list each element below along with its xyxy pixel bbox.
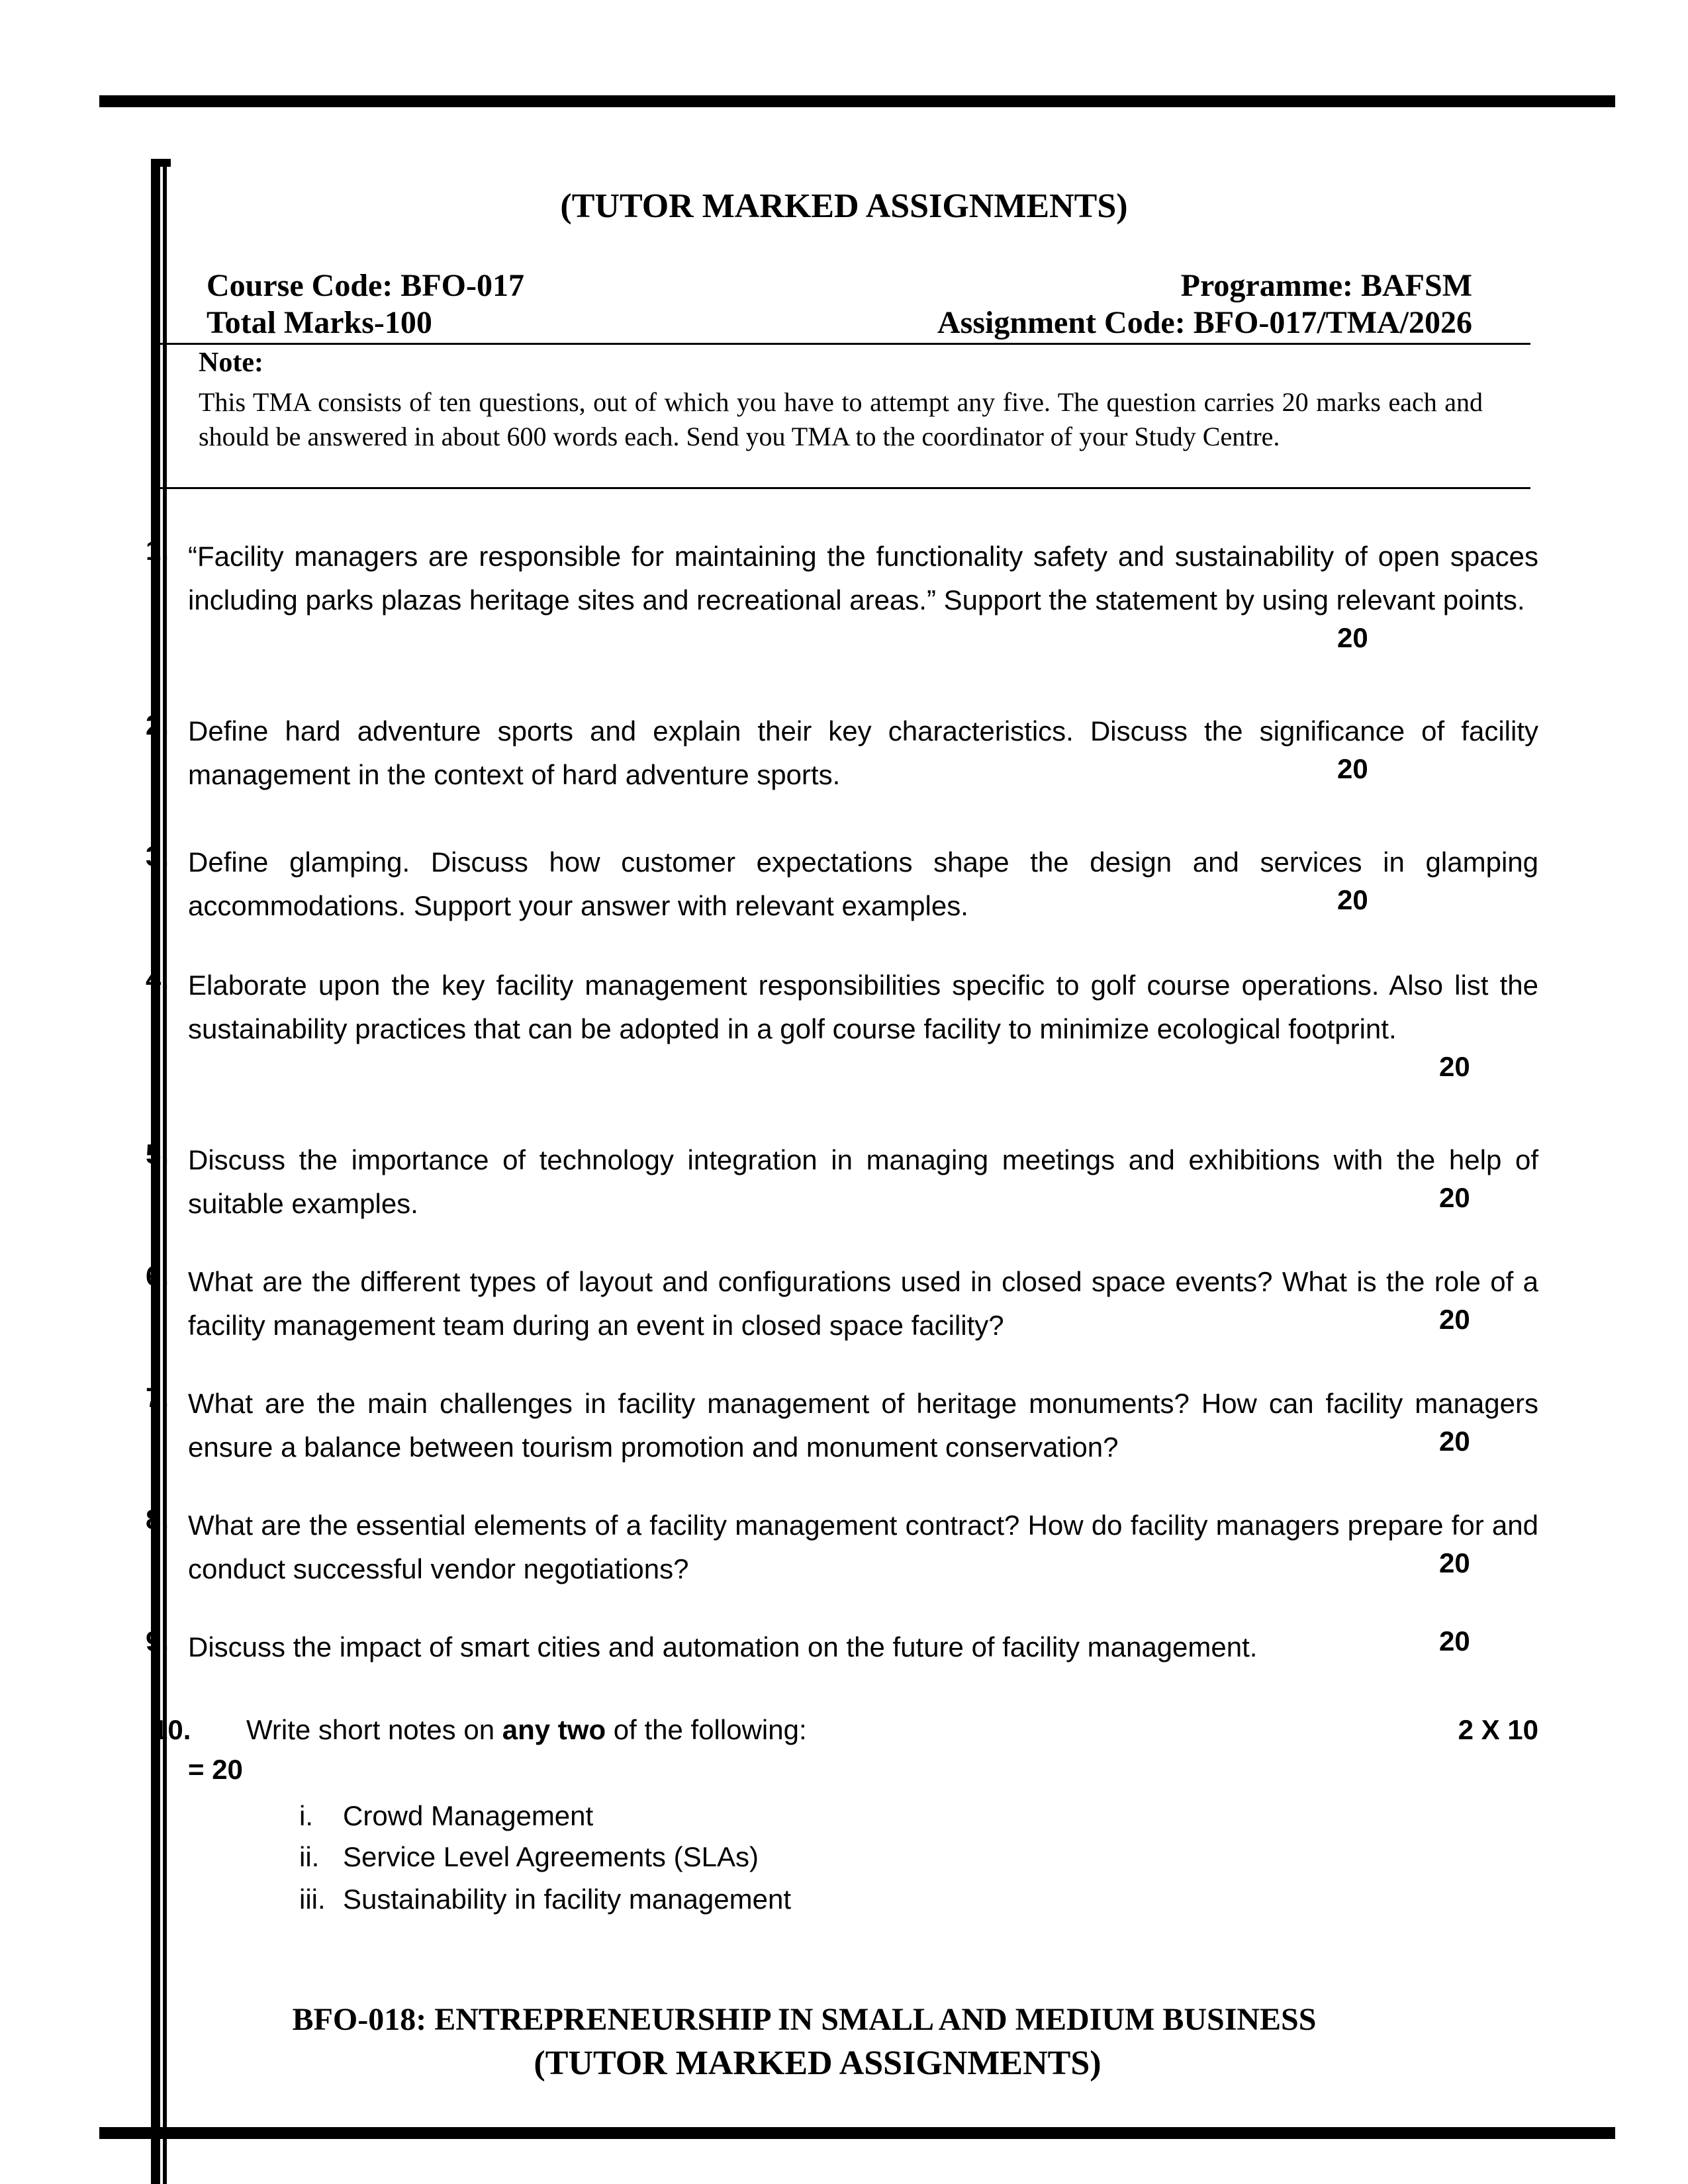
question-number: 8. — [146, 1504, 169, 1535]
sub-item-text: Crowd Management — [343, 1800, 594, 1831]
question-number: 9. — [146, 1625, 169, 1657]
note-label: Note: — [199, 347, 263, 378]
bottom-rule — [99, 2127, 1615, 2139]
question-text: Define glamping. Discuss how customer expectations shape the design and services in glamping accommodations. Support your answer with relevant examples. — [188, 846, 1538, 921]
question-number: 10. — [152, 1714, 191, 1745]
sub-item-text: Service Level Agreements (SLAs) — [343, 1841, 759, 1872]
header-divider — [151, 343, 1530, 345]
question-marks: 20 — [1439, 1051, 1470, 1082]
programme: Programme: BAFSM — [1180, 268, 1472, 303]
question-marks: 20 — [1439, 1625, 1470, 1657]
top-rule — [99, 95, 1615, 107]
question-marks: 20 — [1337, 884, 1368, 915]
question-marks: 2 X 10 — [1458, 1714, 1538, 1745]
question-number: 6. — [146, 1260, 169, 1291]
question-text — [246, 1714, 807, 1746]
question-text: Define hard adventure sports and explain their key characteristics. Discuss the significance of facility management in the context of hard adventure sports. — [188, 715, 1538, 790]
question-number: 5. — [146, 1138, 169, 1169]
sub-item-text: Sustainability in facility management — [343, 1884, 792, 1915]
question-marks: 20 — [1439, 1547, 1470, 1578]
question-text: Discuss the impact of smart cities and automation on the future of facility management. — [188, 1631, 1258, 1662]
question-text: What are the main challenges in facility management of heritage monuments? How can facility managers ensure a balance between tourism promotion and monument conservation? — [188, 1388, 1538, 1463]
question-text: What are the essential elements of a facility management contract? How do facility managers prepare for and conduct successful vendor negotiations? — [188, 1510, 1538, 1584]
note-text: This TMA consists of ten questions, out of which you have to attempt any five. The question carries 20 marks each and should be answered in about 600 words each. Send you TMA to the coordinator of your Study Centre. — [199, 387, 1483, 451]
next-course-title: BFO-018: ENTREPRENEURSHIP IN SMALL AND MEDIUM BUSINESS — [292, 2002, 1317, 2037]
question-text: Discuss the importance of technology integration in managing meetings and exhibitions with the help of suitable examples. — [188, 1144, 1538, 1219]
left-margin-bar — [151, 159, 160, 2184]
q10-text-before: Write short notes on — [246, 1714, 502, 1745]
question-marks: 20 — [1439, 1304, 1470, 1335]
sub-item-number: i. — [299, 1800, 313, 1831]
q10-text-after: of the following: — [606, 1714, 807, 1745]
total-marks: Total Marks-100 — [207, 305, 432, 340]
question-number: 7. — [146, 1382, 169, 1413]
question-number: 3. — [146, 841, 169, 872]
sub-item-number: ii. — [299, 1841, 320, 1872]
question-text: What are the different types of layout and configurations used in closed space events? What is the role of a facility management team during an event in closed space facility? — [188, 1266, 1538, 1341]
left-margin-bar-cap — [151, 159, 171, 167]
question-marks: 20 — [1337, 622, 1368, 653]
question-number: 1. — [146, 535, 169, 566]
question-text: Elaborate upon the key facility management responsibilities specific to golf course operations. Also list the sustainability practices that can be adopted in a golf course facility to minimize ecological footprint. — [188, 970, 1538, 1044]
question-marks: 20 — [1439, 1426, 1470, 1457]
question-marks: 20 — [1439, 1182, 1470, 1213]
assignment-code: Assignment Code: BFO-017/TMA/2026 — [937, 305, 1472, 340]
note-divider — [151, 487, 1530, 489]
question-number: 2. — [146, 709, 169, 741]
course-code: Course Code: BFO-017 — [207, 268, 524, 303]
question-marks: 20 — [1337, 753, 1368, 784]
question-text: “Facility managers are responsible for maintaining the functionality safety and sustainability of open spaces including parks plazas heritage sites and recreational areas.” Support the statement by using relevant points. — [188, 541, 1538, 615]
sub-item-number: iii. — [299, 1884, 326, 1915]
question-number: 4. — [146, 964, 169, 995]
next-course-subtitle: (TUTOR MARKED ASSIGNMENTS) — [534, 2044, 1102, 2082]
left-margin-bar-inner — [163, 165, 167, 2184]
page-title: (TUTOR MARKED ASSIGNMENTS) — [560, 187, 1128, 225]
q10-text-bold: any two — [502, 1714, 606, 1745]
question-marks-total: = 20 — [188, 1754, 243, 1785]
